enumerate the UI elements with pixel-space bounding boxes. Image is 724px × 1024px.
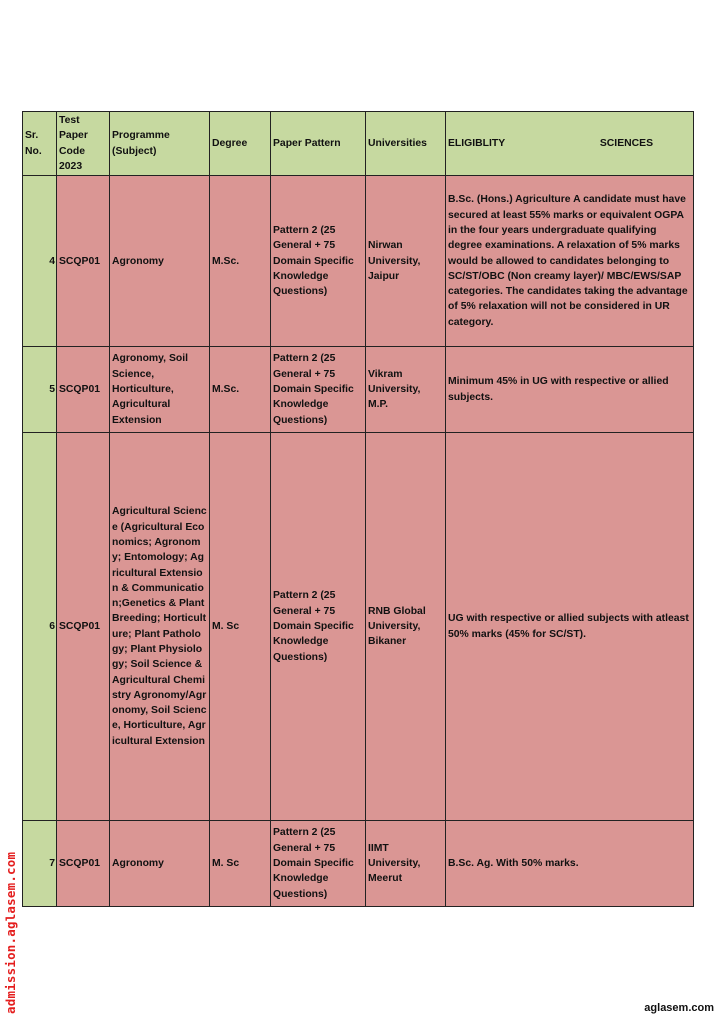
row-degree: M.Sc. (210, 176, 271, 347)
watermark-text: admission.aglasem.com (3, 851, 18, 1014)
row-university: RNB Global University, Bikaner (366, 433, 446, 821)
row-eligibility: B.Sc. Ag. With 50% marks. (446, 821, 694, 907)
row-university: Nirwan University, Jaipur (366, 176, 446, 347)
header-universities: Universities (366, 112, 446, 176)
row-programme: Agronomy (110, 176, 210, 347)
row-paper-pattern: Pattern 2 (25 General + 75 Domain Specific Knowledge Questions) (271, 176, 366, 347)
table-row (23, 176, 694, 347)
row-paper-pattern: Pattern 2 (25 General + 75 Domain Specific Knowledge Questions) (271, 433, 366, 821)
row-eligibility: Minimum 45% in UG with respective or allied subjects. (446, 347, 694, 433)
row-sr-no: 4 (23, 176, 57, 347)
row-sr-no: 7 (23, 821, 57, 907)
header-row (23, 112, 694, 176)
header-sciences-label: SCIENCES (599, 137, 653, 149)
table-row (23, 821, 694, 907)
eligibility-table (22, 111, 694, 907)
table-row (23, 347, 694, 433)
header-paper-pattern: Paper Pattern (271, 112, 366, 176)
header-degree: Degree (210, 112, 271, 176)
row-university: IIMT University, Meerut (366, 821, 446, 907)
row-paper-pattern: Pattern 2 (25 General + 75 Domain Specific Knowledge Questions) (271, 821, 366, 907)
row-paper-code: SCQP01 (57, 433, 110, 821)
row-degree: M. Sc (210, 433, 271, 821)
table-row (23, 433, 694, 821)
row-programme: Agricultural Science (Agricultural Economics; Agronomy; Entomology; Agricultural Extension & Communication;Genetics & Plant Breeding; Horticulture; Plant Pathology; Plant Physiology; Soil Science & Agricultural Chemistry Agronomy/Agronomy, Soil Science, Horticulture, Agricultural Extension (110, 433, 210, 821)
row-degree: M.Sc. (210, 347, 271, 433)
row-sr-no: 5 (23, 347, 57, 433)
header-sr-no: Sr. No. (23, 112, 57, 176)
row-eligibility: B.Sc. (Hons.) Agriculture A candidate must have secured at least 55% marks or equivalent OGPA in the four years undergraduate qualifying degree examinations. A relaxation of 5% marks would be allowed to candidates belonging to SC/ST/OBC (Non creamy layer)/ MBC/EWS/SAP categories. The candidates taking the advantage of 5% relaxation will not be considered in UR category. (446, 176, 694, 347)
row-paper-code: SCQP01 (57, 176, 110, 347)
header-programme: Programme (Subject) (110, 112, 210, 176)
header-eligibility (446, 112, 694, 176)
row-paper-code: SCQP01 (57, 821, 110, 907)
row-paper-code: SCQP01 (57, 347, 110, 433)
header-test-paper-code: Test Paper Code 2023 (57, 112, 110, 176)
header-eligibility-label: ELIGIBLITY (448, 137, 506, 149)
footer-site-label: aglasem.com (644, 1002, 714, 1014)
row-programme: Agronomy, Soil Science, Horticulture, Agricultural Extension (110, 347, 210, 433)
row-sr-no: 6 (23, 433, 57, 821)
row-degree: M. Sc (210, 821, 271, 907)
row-eligibility: UG with respective or allied subjects with atleast 50% marks (45% for SC/ST). (446, 433, 694, 821)
row-university: Vikram University, M.P. (366, 347, 446, 433)
row-programme: Agronomy (110, 821, 210, 907)
row-paper-pattern: Pattern 2 (25 General + 75 Domain Specific Knowledge Questions) (271, 347, 366, 433)
